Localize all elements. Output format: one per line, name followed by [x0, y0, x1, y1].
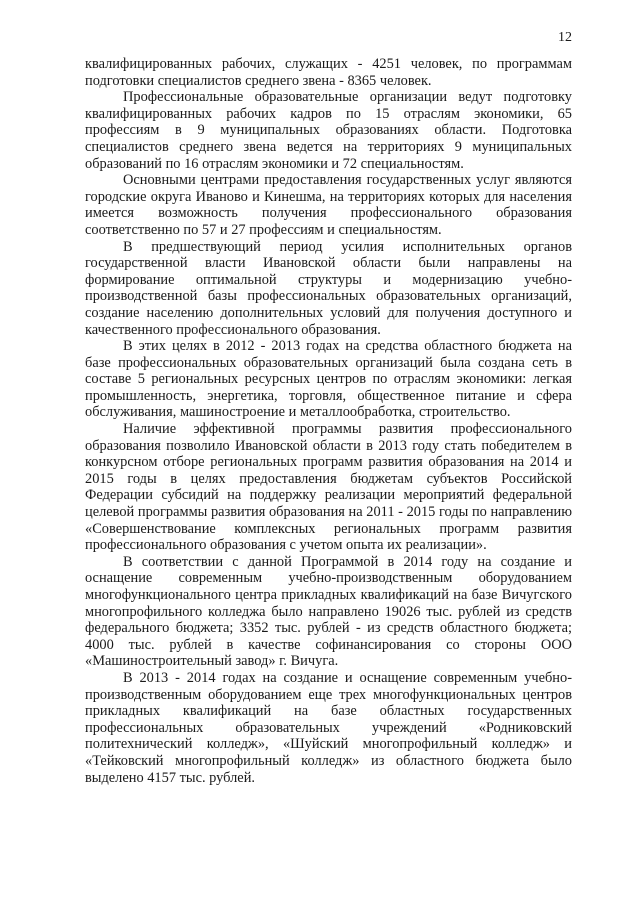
- paragraph-continuation: квалифицированных рабочих, служащих - 4251 человек, по программам подготовки специалистов среднего звена - 8365 человек.: [85, 56, 572, 89]
- paragraph: Основными центрами предоставления государственных услуг являются городские округа Иваново и Кинешма, на территориях которых для населения имеется возможность получения профессионального образования соответственно по 57 и 27 профессиям и специальностям.: [85, 172, 572, 238]
- paragraph: Наличие эффективной программы развития профессионального образования позволило Ивановской области в 2013 году стать победителем в конкурсном отборе региональных программ развития образования на 2014 и 2015 годы в целях предоставления бюджетам субъектов Российской Федерации субсидий на поддержку реализации мероприятий федеральной целевой программы развития образования на 2011 - 2015 годы по направлению «Совершенствование комплексных региональных программ развития профессионального образования с учетом опыта их реализации».: [85, 421, 572, 554]
- paragraph: В соответствии с данной Программой в 2014 году на создание и оснащение современным учебно-производственным оборудованием многофункционального центра прикладных квалификаций на базе Вичугского многопрофильного колледжа было направлено 19026 тыс. рублей из средств федерального бюджета; 3352 тыс. рублей - из средств областного бюджета; 4000 тыс. рублей в качестве софинансирования со стороны ООО «Машиностроительный завод» г. Вичуга.: [85, 553, 572, 670]
- paragraph: Профессиональные образовательные организации ведут подготовку квалифицированных рабочих кадров по 15 отраслям экономики, 65 профессиям в 9 муниципальных образованиях области. Подготовка специалистов среднего звена ведется на территориях 9 муниципальных образований по 16 отраслям экономики и 72 специальностям.: [85, 89, 572, 172]
- page-number: 12: [558, 30, 572, 45]
- paragraph: В предшествующий период усилия исполнительных органов государственной власти Ивановской области были направлены на формирование оптимальной структуры и модернизацию учебно-производственной базы профессиональных образовательных организаций, создание населению дополнительных условий для получения доступного и качественного профессионального образования.: [85, 238, 572, 338]
- body-text: [85, 56, 572, 786]
- paragraph: В 2013 - 2014 годах на создание и оснащение современным учебно-производственным оборудованием еще трех многофункциональных центров прикладных квалификаций на базе областных государственных профессиональных образовательных учреждений «Родниковский политехнический колледж», «Шуйский многопрофильный колледж» и «Тейковский многопрофильный колледж» из областного бюджета было выделено 4157 тыс. рублей.: [85, 669, 572, 786]
- paragraph: В этих целях в 2012 - 2013 годах на средства областного бюджета на базе профессиональных образовательных организаций была создана сеть в составе 5 региональных ресурсных центров по отраслям экономики: легкая промышленность, энергетика, торговля, общественное питание и сфера обслуживания, машиностроение и металлообработка, строительство.: [85, 338, 572, 421]
